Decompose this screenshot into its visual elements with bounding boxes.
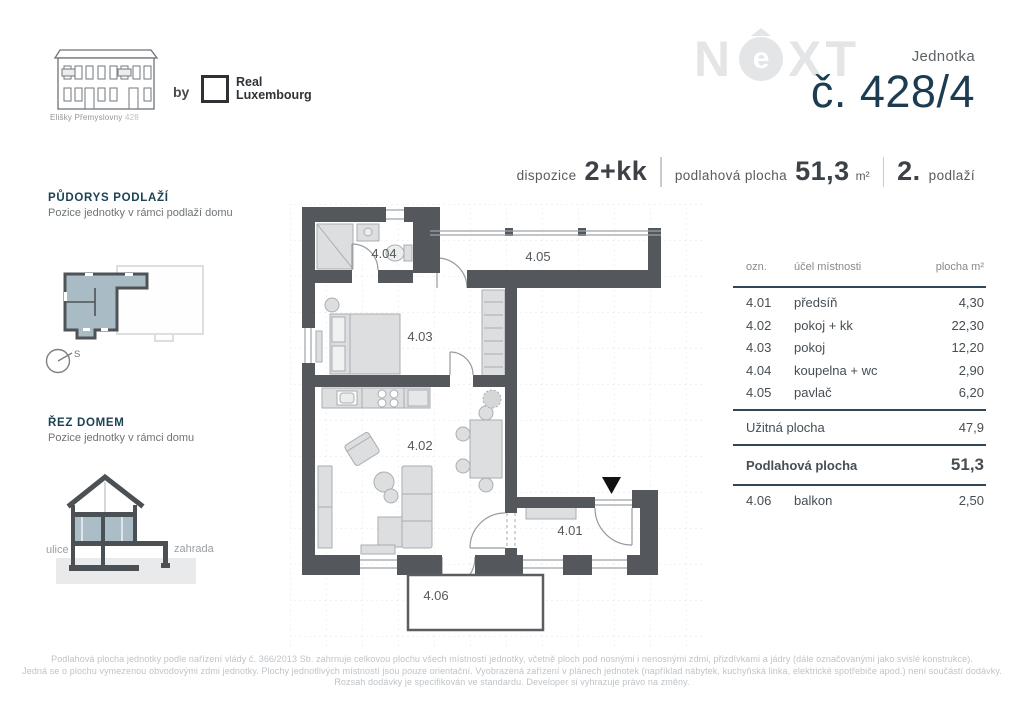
floor-area-row — [733, 452, 986, 478]
fridge — [408, 390, 428, 406]
sidebar-section-title: ŘEZ DOMEM — [48, 417, 125, 429]
room-label-401: 4.01 — [557, 523, 583, 538]
footer-line: Rozsah dodávky je specifikován ve standardu. Developer si vyhrazuje právo na změny. — [334, 677, 690, 687]
area-value: 51,3 — [795, 156, 850, 186]
sidebar-floorplan-title: PŮDORYS PODLAŽÍ — [48, 192, 169, 204]
row-name: pokoj + kk — [794, 317, 853, 333]
real-luxembourg-square-icon — [201, 75, 229, 103]
floor-area-value: 51,3 — [950, 454, 984, 474]
row-ozn: 4.02 — [746, 317, 772, 333]
row-name: pavlač — [794, 385, 832, 400]
burner — [390, 390, 398, 398]
row-name: koupelna + wc — [794, 362, 878, 378]
radiator — [361, 545, 395, 554]
table-rule — [733, 484, 986, 486]
table-row — [733, 294, 986, 313]
balcony-ozn: 4.06 — [746, 492, 772, 508]
table-rule — [733, 444, 986, 446]
row-ozn: 4.04 — [746, 362, 772, 378]
house-section-diagram — [44, 470, 224, 588]
building-number: 428 — [124, 113, 139, 122]
sofa-chaise — [378, 517, 402, 547]
garden-label: zahrada — [174, 543, 214, 555]
row-name: pokoj — [794, 340, 826, 355]
row-ozn: 4.03 — [746, 340, 772, 355]
watermark-n: N — [694, 31, 735, 87]
chair — [479, 478, 493, 492]
table-row — [733, 384, 986, 403]
row-name: předsíň — [794, 295, 838, 310]
summary-bar — [517, 156, 975, 187]
row-area: 2,90 — [958, 362, 984, 378]
room-label-402: 4.02 — [407, 438, 433, 453]
unit-label: Jednotka — [911, 48, 975, 65]
highlighted-floor — [75, 517, 136, 541]
chair — [479, 406, 493, 420]
area-label: podlahová plocha — [674, 168, 788, 183]
area-unit: m² — [855, 169, 870, 183]
by-label: by — [173, 84, 190, 100]
table-rule — [733, 409, 986, 411]
house-section — [69, 477, 170, 571]
radiator — [316, 331, 322, 362]
col-name: účel místnosti — [794, 261, 862, 273]
dispozice-label: dispozice — [516, 168, 577, 183]
balcony-row — [733, 492, 986, 511]
real-luxembourg-name — [236, 76, 312, 103]
watermark-xt: XT — [788, 31, 861, 87]
building-street: Elišky Přemyslovny — [50, 113, 123, 122]
table-row — [733, 317, 986, 336]
chair — [456, 427, 470, 441]
room-rows — [733, 294, 986, 403]
floor-label: podlaží — [928, 168, 975, 183]
row-area: 12,20 — [951, 340, 984, 355]
row-ozn: 4.01 — [746, 295, 772, 310]
sidebar-section-subtitle: Pozice jednotky v rámci domu — [48, 432, 195, 444]
burner — [378, 390, 386, 398]
street-label: ulice — [46, 544, 69, 556]
dining-table — [470, 420, 502, 478]
building-sketch — [52, 44, 160, 112]
pillow — [332, 317, 345, 342]
sidebar-floorplan-subtitle: Pozice jednotky v rámci podlaží domu — [48, 207, 233, 219]
watermark-e: e — [752, 42, 770, 75]
side-table — [325, 298, 339, 312]
usable-label: Užitná plocha — [746, 419, 825, 435]
wc-tank — [404, 245, 412, 261]
floorplan — [288, 202, 704, 654]
room-label-405: 4.05 — [525, 249, 551, 264]
wardrobe — [482, 290, 505, 378]
room-label-406: 4.06 — [423, 588, 449, 603]
compass-icon — [44, 344, 90, 378]
burner — [390, 399, 398, 407]
room-label-403: 4.03 — [407, 329, 433, 344]
usable-area-row — [733, 417, 986, 438]
row-ozn: 4.05 — [746, 385, 772, 400]
row-area: 6,20 — [958, 385, 984, 400]
real-luxembourg-logo — [201, 75, 312, 103]
floor-value: 2. — [897, 156, 921, 186]
burner — [378, 399, 386, 407]
usable-value: 47,9 — [958, 419, 984, 435]
pouf — [384, 489, 398, 503]
room-table — [733, 261, 986, 514]
col-ozn: ozn. — [746, 261, 767, 273]
footer-line: Jedná se o plochu vymezenou obvodovými zdmi jednotky. Plochy jednotlivých místností jsou pouze orientační. Vyobrazená zařízení v plánech jednotek (například nábytek, kuchyňská linka, elektrické spotřebiče apod.) není součástí dodávky. — [22, 665, 1002, 676]
brand-line1: Real — [236, 74, 263, 89]
col-area: plocha m² — [935, 261, 984, 273]
summary-divider — [883, 157, 885, 187]
brand-line2: Luxembourg — [236, 88, 312, 102]
table-rule — [733, 286, 986, 288]
building-roof — [55, 50, 157, 58]
floor-area-label: Podlahová plocha — [746, 457, 858, 473]
watermark-e-badge-icon — [739, 37, 783, 81]
unit-number: č. 428/4 — [810, 66, 975, 117]
pillow — [332, 346, 345, 371]
summary-divider — [660, 157, 662, 187]
table-row — [733, 339, 986, 358]
mini-floorplan — [55, 258, 207, 348]
row-area: 4,30 — [958, 295, 984, 310]
footer-line: Podlahová plocha jednotky podle nařízení vlády č. 366/2013 Sb. zahrnuje celkovou plochu všech místností jednotky, včetně ploch pod nosnými i nenosnými zdmi, přizdívkami a jádry (dále označovanými jako svislé konstrukce). — [51, 654, 973, 664]
footer-disclaimer — [0, 654, 1024, 689]
building-caption — [50, 113, 139, 122]
row-area: 22,30 — [951, 317, 984, 333]
plant — [483, 390, 501, 408]
balcony-area: 2,50 — [958, 492, 984, 508]
sofa — [402, 466, 432, 548]
room-label-404: 4.04 — [371, 246, 397, 261]
table-row — [733, 362, 986, 381]
hall-cabinet — [526, 507, 576, 519]
dispozice-value: 2+kk — [584, 156, 648, 186]
room-table-header — [733, 261, 986, 280]
balcony-name: balkon — [794, 492, 833, 508]
chair — [456, 459, 470, 473]
compass-label: S — [74, 349, 81, 360]
